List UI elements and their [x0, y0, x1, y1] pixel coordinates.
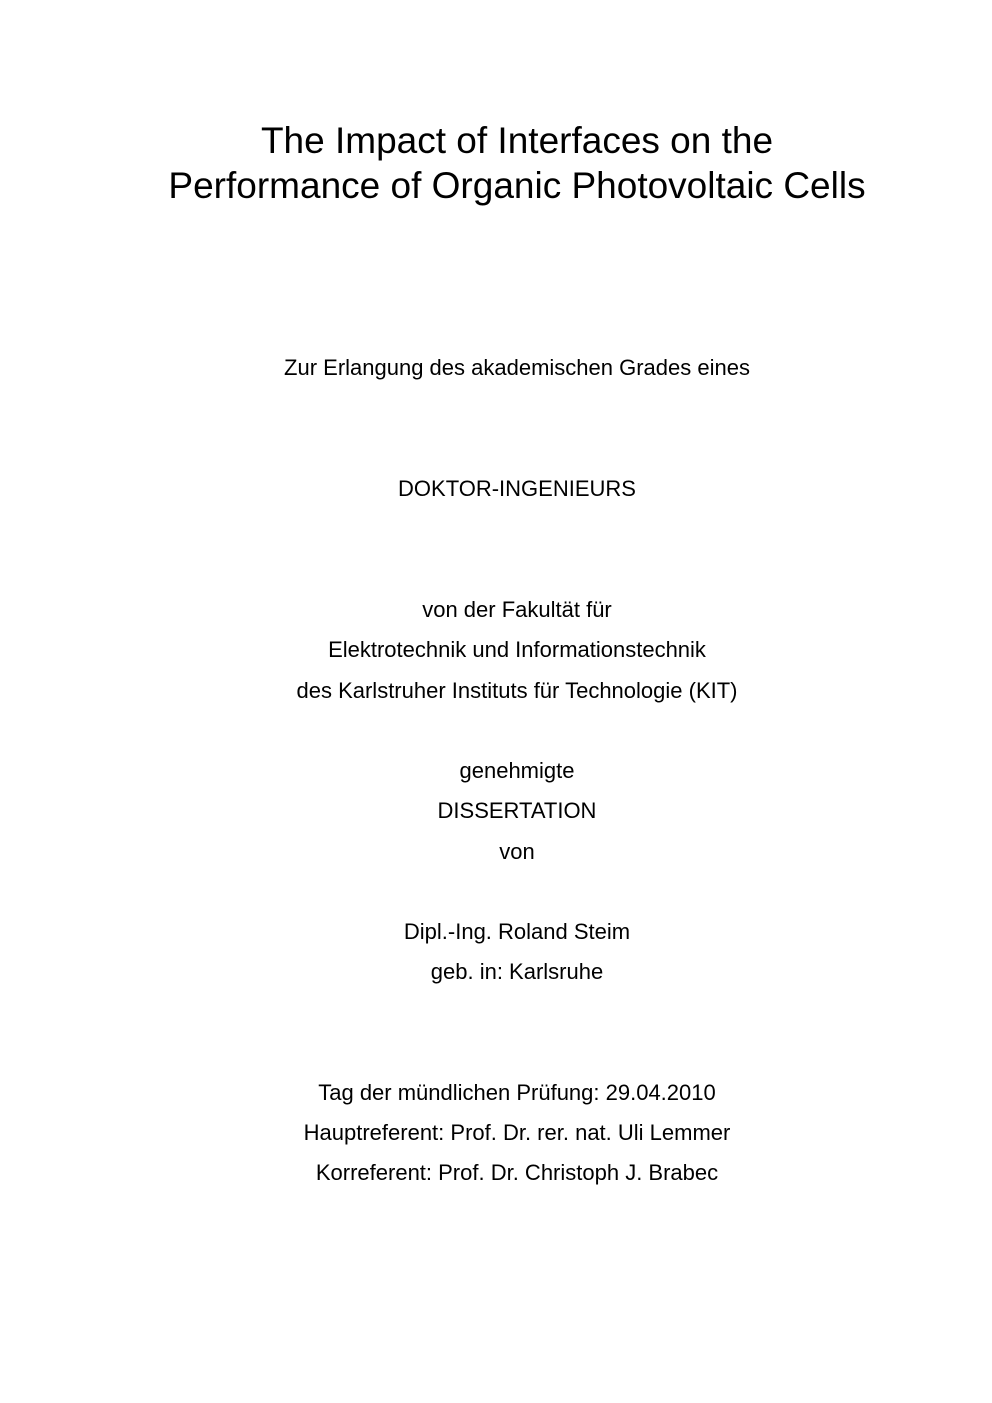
approval-line-2: DISSERTATION — [437, 798, 597, 823]
co-referee: Korreferent: Prof. Dr. Christoph J. Brabec — [315, 1160, 719, 1185]
title-line-1: The Impact of Interfaces on the — [260, 120, 774, 161]
faculty-line-2: Elektrotechnik und Informationstechnik — [328, 637, 706, 662]
faculty-line-3: des Karlstruher Instituts für Technologie (KIT) — [296, 678, 738, 703]
approval-line-1: genehmigte — [459, 758, 575, 783]
approval-line-3: von — [499, 839, 535, 864]
degree-intro: Zur Erlangung des akademischen Grades eines — [284, 355, 750, 380]
author-name: Dipl.-Ing. Roland Steim — [403, 919, 631, 944]
author-birthplace: geb. in: Karlsruhe — [430, 959, 604, 984]
degree-name: DOKTOR-INGENIEURS — [398, 476, 636, 501]
exam-date: Tag der mündlichen Prüfung: 29.04.2010 — [318, 1080, 716, 1105]
main-referee: Hauptreferent: Prof. Dr. rer. nat. Uli Lemmer — [303, 1120, 731, 1145]
faculty-line-1: von der Fakultät für — [422, 597, 612, 622]
title-line-2: Performance of Organic Photovoltaic Cells — [168, 165, 866, 206]
